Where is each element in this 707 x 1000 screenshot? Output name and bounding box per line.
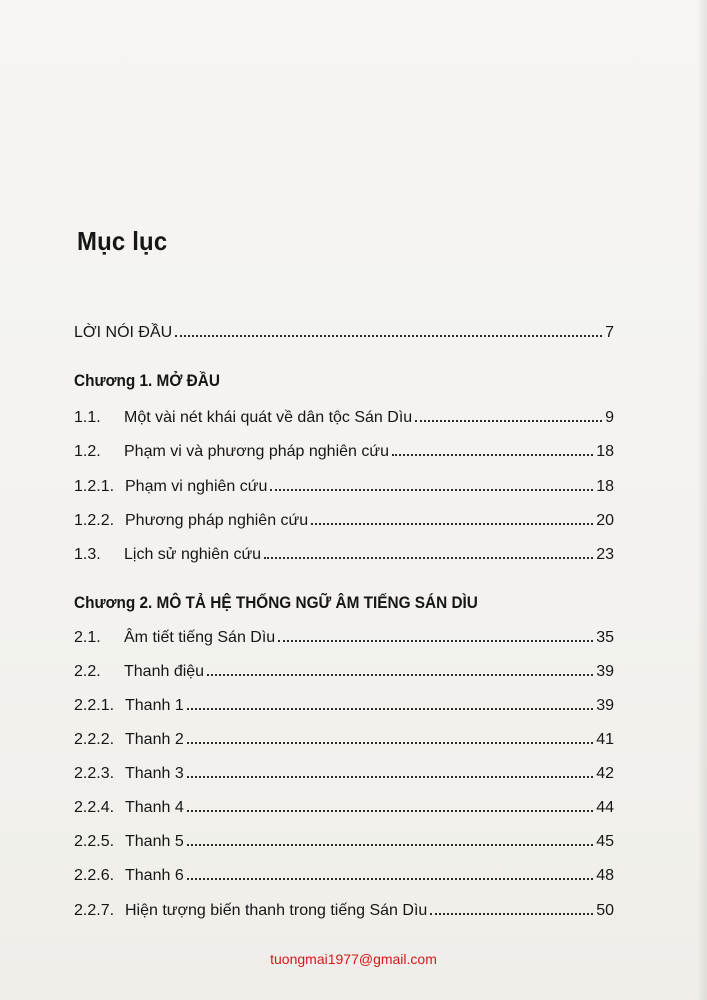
toc-entry-page: 18 [596, 478, 614, 495]
toc-entry [74, 623, 614, 647]
footer-email: tuongmai1977@gmail.com [270, 951, 437, 967]
toc-entry [74, 827, 614, 851]
toc-leader-dots [270, 488, 593, 491]
toc-entry [74, 861, 614, 885]
toc-entry-text: Phạm vi nghiên cứu [125, 478, 268, 495]
toc-leader-dots [187, 741, 593, 744]
toc-entry [74, 506, 614, 530]
toc-entry-number: 1.3. [74, 546, 101, 563]
toc-leader-dots [430, 912, 593, 915]
toc-leader-dots [187, 707, 593, 710]
toc-entry [74, 793, 614, 817]
toc-entry-number: 2.2.1. [74, 697, 115, 714]
toc-entry-page: 20 [596, 512, 614, 529]
toc-entry-number: 1.2.2. [74, 512, 115, 529]
toc-entry-preface [74, 318, 614, 342]
toc-entry-number: 1.1. [74, 409, 101, 426]
toc-entry-page: 39 [596, 697, 614, 714]
toc-entry [74, 896, 614, 920]
toc-entry [74, 691, 614, 715]
toc-entry-text: Thanh 2 [125, 731, 184, 748]
toc-entry-text: Thanh điệu [124, 663, 205, 680]
toc-entry [74, 540, 614, 564]
toc-entry-page: 18 [596, 443, 614, 460]
toc-entry-text: Một vài nét khái quát về dân tộc Sán Dìu [124, 409, 413, 426]
toc-entry-number: 2.2.6. [74, 867, 115, 884]
page-edge-shadow [697, 0, 707, 1000]
toc-leader-dots [207, 673, 593, 676]
toc-entry-text: LỜI NÓI ĐẦU [74, 324, 173, 341]
toc-entry-page: 23 [596, 546, 614, 563]
toc-entry [74, 472, 614, 496]
toc-entry-number: 1.2.1. [74, 478, 115, 495]
toc-entry-number: 2.1. [74, 629, 101, 646]
toc-entry-text: Lịch sử nghiên cứu [124, 546, 262, 563]
toc-leader-dots [311, 522, 593, 525]
toc-entry [74, 725, 614, 749]
toc-entry-page: 7 [605, 324, 614, 341]
toc-entry [74, 403, 614, 427]
toc-leader-dots [187, 877, 593, 880]
toc-entry-page: 45 [596, 833, 614, 850]
toc-entry-number: 2.2.5. [74, 833, 115, 850]
toc-leader-dots [175, 334, 602, 337]
toc-leader-dots [187, 775, 593, 778]
toc-entry-page: 48 [596, 867, 614, 884]
toc-entry-text: Thanh 5 [125, 833, 184, 850]
toc-leader-dots [264, 556, 593, 559]
chapter-heading: Chương 1. MỞ ĐẦU [74, 372, 220, 390]
toc-entry-text: Âm tiết tiếng Sán Dìu [124, 629, 276, 646]
toc-entry [74, 657, 614, 681]
toc-entry-text: Phương pháp nghiên cứu [125, 512, 309, 529]
toc-entry-text: Thanh 3 [125, 765, 184, 782]
toc-entry-page: 50 [596, 902, 614, 919]
toc-entry-text: Thanh 4 [125, 799, 184, 816]
toc-entry-text: Thanh 1 [125, 697, 184, 714]
toc-entry-number: 2.2.4. [74, 799, 115, 816]
toc-leader-dots [392, 453, 593, 456]
toc-entry-page: 35 [596, 629, 614, 646]
toc-entry-number: 2.2.3. [74, 765, 115, 782]
toc-entry-text: Phạm vi và phương pháp nghiên cứu [124, 443, 389, 460]
toc-entry-page: 9 [605, 409, 614, 426]
chapter-heading: Chương 2. MÔ TẢ HỆ THỐNG NGỮ ÂM TIẾNG SÁN DÌU [74, 594, 478, 612]
toc-entry [74, 437, 614, 461]
toc-entry [74, 759, 614, 783]
toc-entry-page: 42 [596, 765, 614, 782]
toc-leader-dots [415, 419, 602, 422]
toc-leader-dots [187, 809, 593, 812]
toc-entry-page: 39 [596, 663, 614, 680]
toc-title: Mục lục [77, 226, 168, 256]
toc-entry-number: 2.2.7. [74, 902, 115, 919]
toc-leader-dots [187, 843, 593, 846]
toc-entry-number: 1.2. [74, 443, 101, 460]
toc-leader-dots [278, 639, 593, 642]
toc-entry-number: 2.2.2. [74, 731, 115, 748]
toc-entry-text: Hiện tượng biến thanh trong tiếng Sán Dìu [125, 902, 428, 919]
toc-entry-page: 44 [596, 799, 614, 816]
toc-entry-page: 41 [596, 731, 614, 748]
toc-entry-number: 2.2. [74, 663, 101, 680]
toc-entry-text: Thanh 6 [125, 867, 184, 884]
